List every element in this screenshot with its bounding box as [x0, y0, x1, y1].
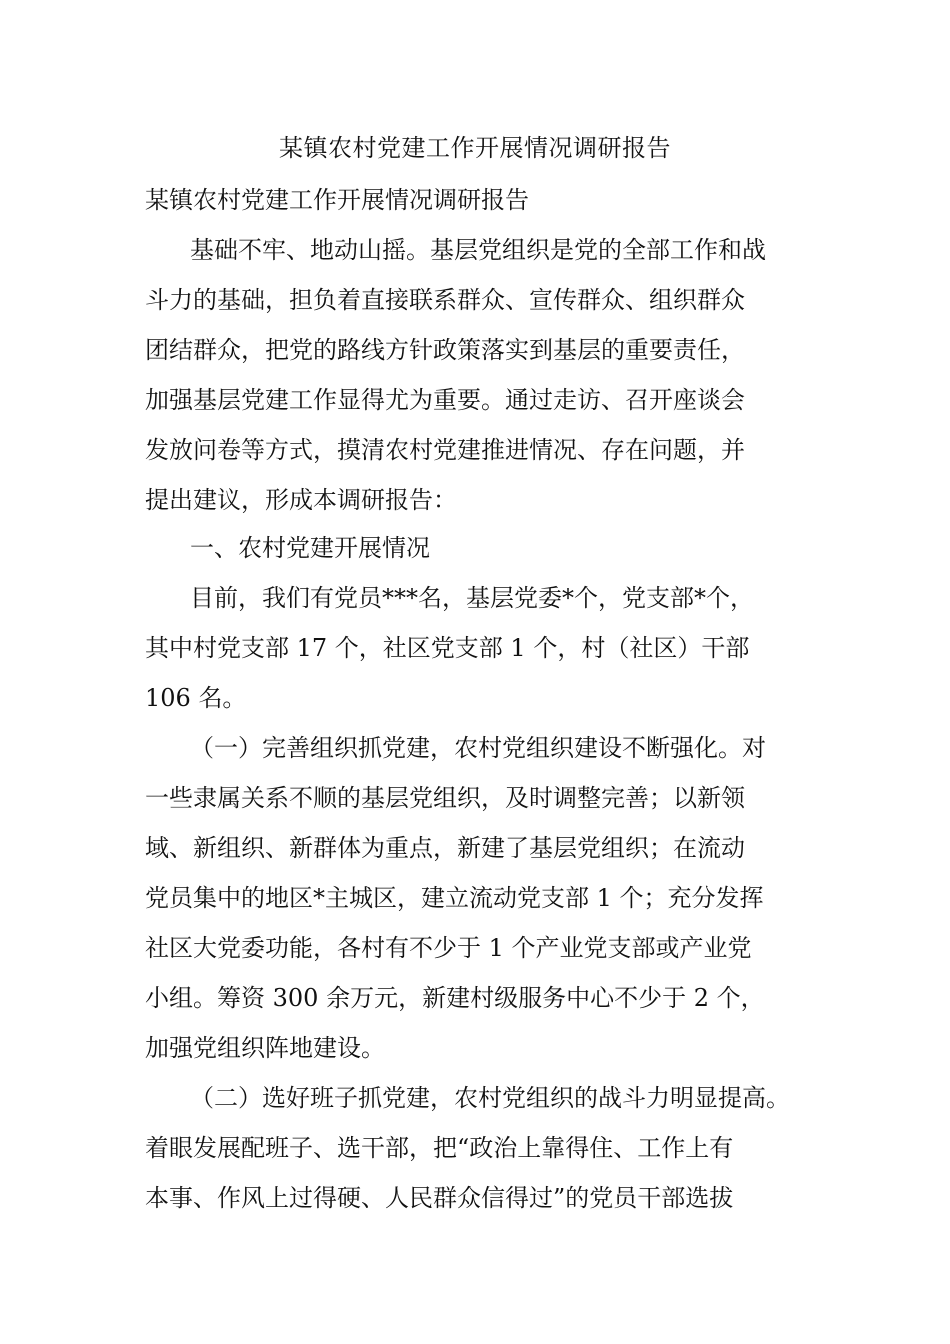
paragraph-line: 域、新组织、新群体为重点，新建了基层党组织；在流动	[145, 834, 745, 862]
paragraph-line: 发放问卷等方式，摸清农村党建推进情况、存在问题，并	[145, 436, 745, 464]
paragraph-line: （二）选好班子抓党建，农村党组织的战斗力明显提高。	[190, 1084, 790, 1112]
section-heading: 一、农村党建开展情况	[190, 534, 430, 562]
paragraph-line: （一）完善组织抓党建，农村党组织建设不断强化。对	[190, 734, 766, 762]
paragraph-line: 加强基层党建工作显得尤为重要。通过走访、召开座谈会	[145, 386, 745, 414]
paragraph-line: 106 名。	[145, 684, 247, 712]
paragraph-line: 本事、作风上过得硬、人民群众信得过”的党员干部选拔	[145, 1184, 734, 1212]
page-title: 某镇农村党建工作开展情况调研报告	[279, 134, 671, 162]
paragraph-line: 一些隶属关系不顺的基层党组织，及时调整完善；以新领	[145, 784, 745, 812]
paragraph-line: 加强党组织阵地建设。	[145, 1034, 385, 1062]
paragraph-line: 社区大党委功能，各村有不少于 1 个产业党支部或产业党	[145, 934, 752, 962]
paragraph-line: 斗力的基础，担负着直接联系群众、宣传群众、组织群众	[145, 286, 745, 314]
paragraph-line: 基础不牢、地动山摇。基层党组织是党的全部工作和战	[190, 236, 766, 264]
paragraph-line: 目前，我们有党员***名，基层党委*个，党支部*个，	[190, 584, 754, 612]
paragraph-line: 小组。筹资 300 余万元，新建村级服务中心不少于 2 个，	[145, 984, 765, 1012]
paragraph-line: 党员集中的地区*主城区，建立流动党支部 1 个；充分发挥	[145, 884, 764, 912]
paragraph-line: 着眼发展配班子、选干部，把“政治上靠得住、工作上有	[145, 1134, 734, 1162]
paragraph-line: 其中村党支部 17 个，社区党支部 1 个，村（社区）干部	[145, 634, 750, 662]
report-subtitle: 某镇农村党建工作开展情况调研报告	[145, 186, 529, 214]
paragraph-line: 提出建议，形成本调研报告：	[145, 486, 457, 514]
paragraph-line: 团结群众，把党的路线方针政策落实到基层的重要责任，	[145, 336, 745, 364]
